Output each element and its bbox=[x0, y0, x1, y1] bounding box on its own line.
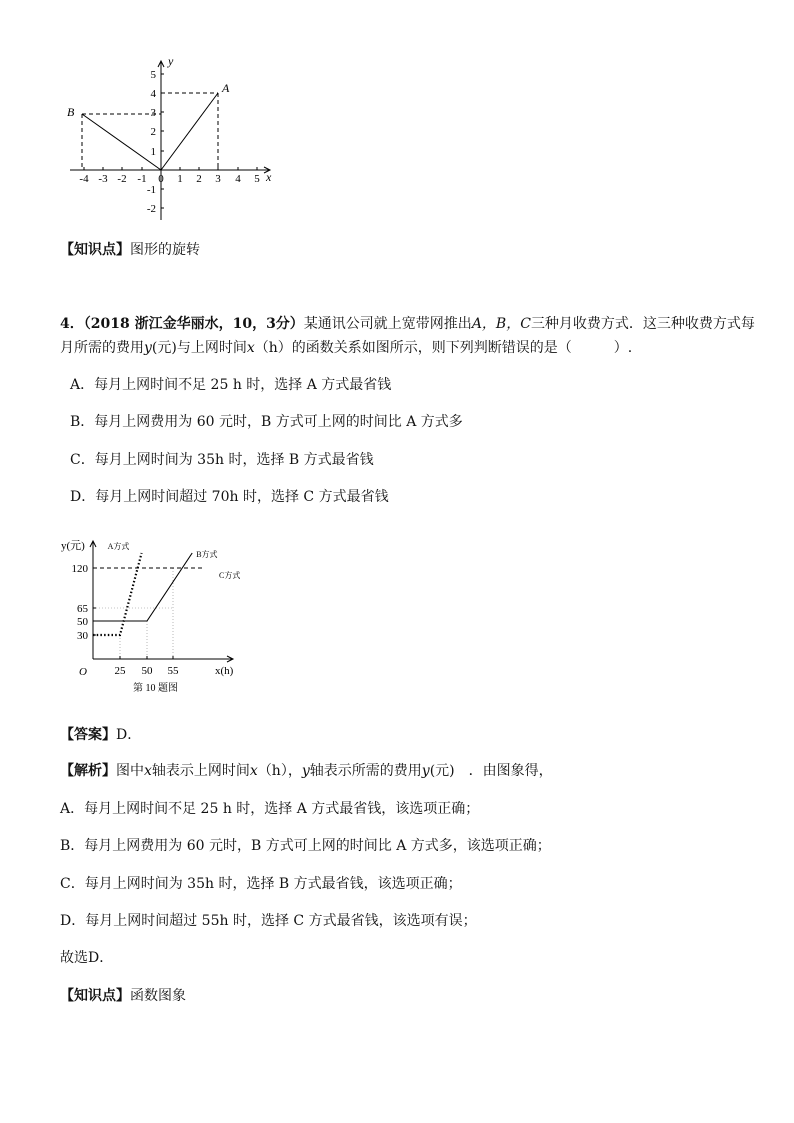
x-tick-label: -4 bbox=[79, 173, 89, 185]
x-symbol: x bbox=[249, 763, 258, 779]
series-line-1 bbox=[93, 553, 142, 635]
x-tick-label: 25 bbox=[114, 665, 126, 677]
y-symbol: y bbox=[301, 763, 310, 779]
segment-ob bbox=[82, 114, 161, 170]
question-source: （2018 浙江金华丽水，10，3分） bbox=[83, 316, 304, 332]
analysis-b: B．每月上网费用为 60 元时，B 方式可上网的时间比 A 方式多，该选项正确； bbox=[60, 838, 551, 854]
point-a-label: A bbox=[222, 81, 230, 95]
y-tick-label: 30 bbox=[77, 630, 88, 642]
x-tick-label: -3 bbox=[98, 173, 108, 185]
y-tick-label: 120 bbox=[71, 563, 88, 575]
x-tick-label: 50 bbox=[141, 665, 153, 677]
answer-label: 【答案】 bbox=[60, 727, 116, 743]
y-tick-label: 4 bbox=[150, 88, 156, 100]
analysis-text: 轴表示所需的费用 bbox=[309, 763, 422, 779]
y-tick-label: 5 bbox=[150, 69, 156, 81]
answer-text: D． bbox=[116, 727, 142, 743]
coordinate-figure bbox=[60, 55, 290, 225]
analysis-c: C．每月上网时间为 35h 时，选择 B 方式最省钱，该选项正确； bbox=[60, 876, 462, 892]
y-tick-label: -1 bbox=[146, 184, 156, 196]
analysis-text: （h）， bbox=[257, 763, 302, 779]
segment-oa bbox=[161, 93, 218, 170]
x-tick-label: 5 bbox=[254, 173, 260, 185]
chart-x-label: x(h) bbox=[215, 665, 234, 677]
analysis-a: A．每月上网时间不足 25 h 时，选择 A 方式最省钱，该选项正确； bbox=[60, 801, 480, 817]
y-tick-label: 1 bbox=[150, 146, 156, 158]
x-tick-label: 4 bbox=[235, 173, 241, 185]
y-tick-label: 65 bbox=[77, 603, 88, 615]
y-axis-label: y bbox=[168, 55, 174, 68]
answer-line bbox=[60, 725, 141, 745]
analysis-conclusion: 故选D． bbox=[60, 950, 114, 966]
series-label-2: B方式 bbox=[196, 550, 218, 559]
x-tick-label: 1 bbox=[177, 173, 183, 185]
analysis-text: (元) ．由图象得， bbox=[429, 763, 553, 779]
kp-label: 【知识点】 bbox=[60, 988, 130, 1004]
chart-title: 第 10 题图 bbox=[133, 683, 178, 694]
x-tick-label: 55 bbox=[167, 665, 179, 677]
question-text: 某通讯公司就上宽带网推出 bbox=[303, 316, 472, 332]
option-c: C．每月上网时间为 35h 时，选择 B 方式最省钱 bbox=[70, 452, 374, 468]
y-tick-label: 50 bbox=[77, 616, 88, 628]
x-tick-label: 0 bbox=[158, 173, 164, 185]
question-text: 三种月收费方式．这三种收费方式每 bbox=[530, 316, 755, 332]
x-tick-label: 3 bbox=[215, 173, 221, 185]
analysis-label: 【解析】 bbox=[60, 763, 116, 779]
knowledge-point-1 bbox=[60, 240, 200, 260]
analysis-line-1 bbox=[60, 761, 553, 781]
chart-y-label: y(元) bbox=[61, 540, 85, 552]
analysis-d: D．每月上网时间超过 55h 时，选择 C 方式最省钱，该选项有误； bbox=[60, 913, 477, 929]
x-symbol: x bbox=[246, 340, 255, 356]
question-options-symbols: A，B，C bbox=[471, 316, 531, 332]
kp-text: 函数图象 bbox=[130, 988, 186, 1004]
series-label-1: A方式 bbox=[107, 542, 130, 551]
option-b: B．每月上网费用为 60 元时，B 方式可上网的时间比 A 方式多 bbox=[70, 414, 463, 430]
y-tick-label: 2 bbox=[150, 126, 156, 138]
x-tick-label: 2 bbox=[196, 173, 202, 185]
cost-chart bbox=[55, 535, 255, 700]
question-line-1 bbox=[60, 314, 755, 334]
question-text: 月所需的费用 bbox=[60, 340, 144, 356]
kp-label: 【知识点】 bbox=[60, 242, 130, 258]
question-number: 4． bbox=[60, 316, 84, 332]
analysis-text: 图中 bbox=[116, 763, 144, 779]
question-text: （h）的函数关系如图所示，则下列判断错误的是（ ）. bbox=[254, 340, 633, 356]
series-label-3: C方式 bbox=[219, 571, 241, 580]
chart-origin-label: O bbox=[79, 666, 87, 678]
knowledge-point-2 bbox=[60, 986, 186, 1006]
y-tick-label: -2 bbox=[146, 203, 156, 215]
question-line-2 bbox=[60, 338, 632, 358]
x-axis-label: x bbox=[266, 170, 272, 184]
x-tick-label: -1 bbox=[137, 173, 147, 185]
option-a: A．每月上网时间不足 25 h 时，选择 A 方式最省钱 bbox=[70, 377, 392, 393]
kp-text: 图形的旋转 bbox=[130, 242, 200, 258]
series-line-2 bbox=[93, 553, 192, 621]
y-symbol: y bbox=[421, 763, 430, 779]
x-tick-label: -2 bbox=[117, 173, 127, 185]
y-symbol: y bbox=[144, 340, 152, 356]
option-d: D．每月上网时间超过 70h 时，选择 C 方式最省钱 bbox=[70, 489, 389, 505]
point-b-label: B bbox=[67, 105, 75, 119]
analysis-text: 轴表示上网时间 bbox=[151, 763, 250, 779]
question-text: (元)与上网时间 bbox=[151, 340, 247, 356]
x-symbol: x bbox=[144, 763, 152, 779]
y-tick-label: 3 bbox=[150, 107, 156, 119]
